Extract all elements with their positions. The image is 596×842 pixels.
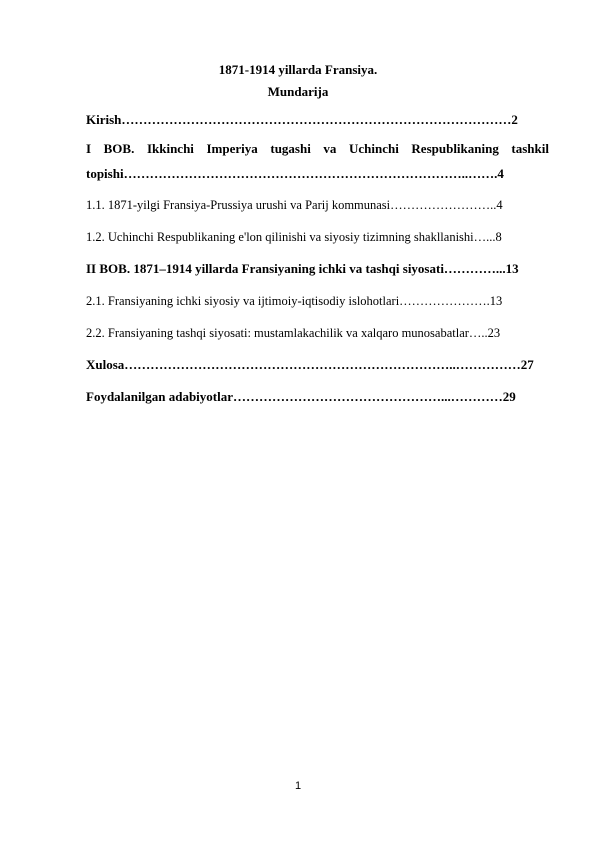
toc-word: va	[323, 141, 337, 156]
toc-entry-section-2-1: 2.1. Fransiyaning ichki siyosiy va ijtimoiy-iqtisodiy islohotlari………………….13	[86, 294, 503, 308]
toc-heading: Mundarija	[267, 84, 329, 99]
toc-entry-chapter1-line2: topishi……………………………………………………………………..…….4	[86, 166, 504, 181]
toc-entry-section-1-2: 1.2. Uchinchi Respublikaning e'lon qilinishi va siyosiy tizimning shakllanishi…...8	[86, 230, 502, 244]
toc-entry-section-1-1: 1.1. 1871-yilgi Fransiya-Prussiya urushi va Parij kommunasi……………………..4	[86, 198, 503, 212]
toc-word: Uchinchi	[348, 141, 399, 156]
toc-entry-section-2-2: 2.2. Fransiyaning tashqi siyosati: mustamlakachilik va xalqaro munosabatlar…..23	[86, 326, 501, 340]
toc-word: BOB.	[103, 141, 135, 156]
toc-word: tugashi	[270, 141, 311, 156]
toc-entry-conclusion: Xulosa…………………………………………………………………..……………27	[86, 357, 534, 372]
toc-word: tashkil	[511, 141, 549, 156]
toc-word: I	[86, 141, 92, 156]
toc-word: Imperiya	[206, 141, 258, 156]
toc-word: Ikkinchi	[146, 141, 194, 156]
page-number: 1	[294, 780, 302, 792]
toc-entry-intro: Kirish………………………………………………………………………………2	[86, 112, 518, 127]
toc-word: Respublikaning	[411, 141, 499, 156]
document-title: 1871-1914 yillarda Fransiya.	[218, 62, 378, 77]
toc-entry-chapter1-line1	[86, 141, 549, 157]
toc-entry-references: Foydalanilgan adabiyotlar…………………………………………...…………29	[86, 389, 516, 404]
toc-entry-chapter2: II BOB. 1871–1914 yillarda Fransiyaning ichki va tashqi siyosati…………...13	[86, 261, 519, 276]
